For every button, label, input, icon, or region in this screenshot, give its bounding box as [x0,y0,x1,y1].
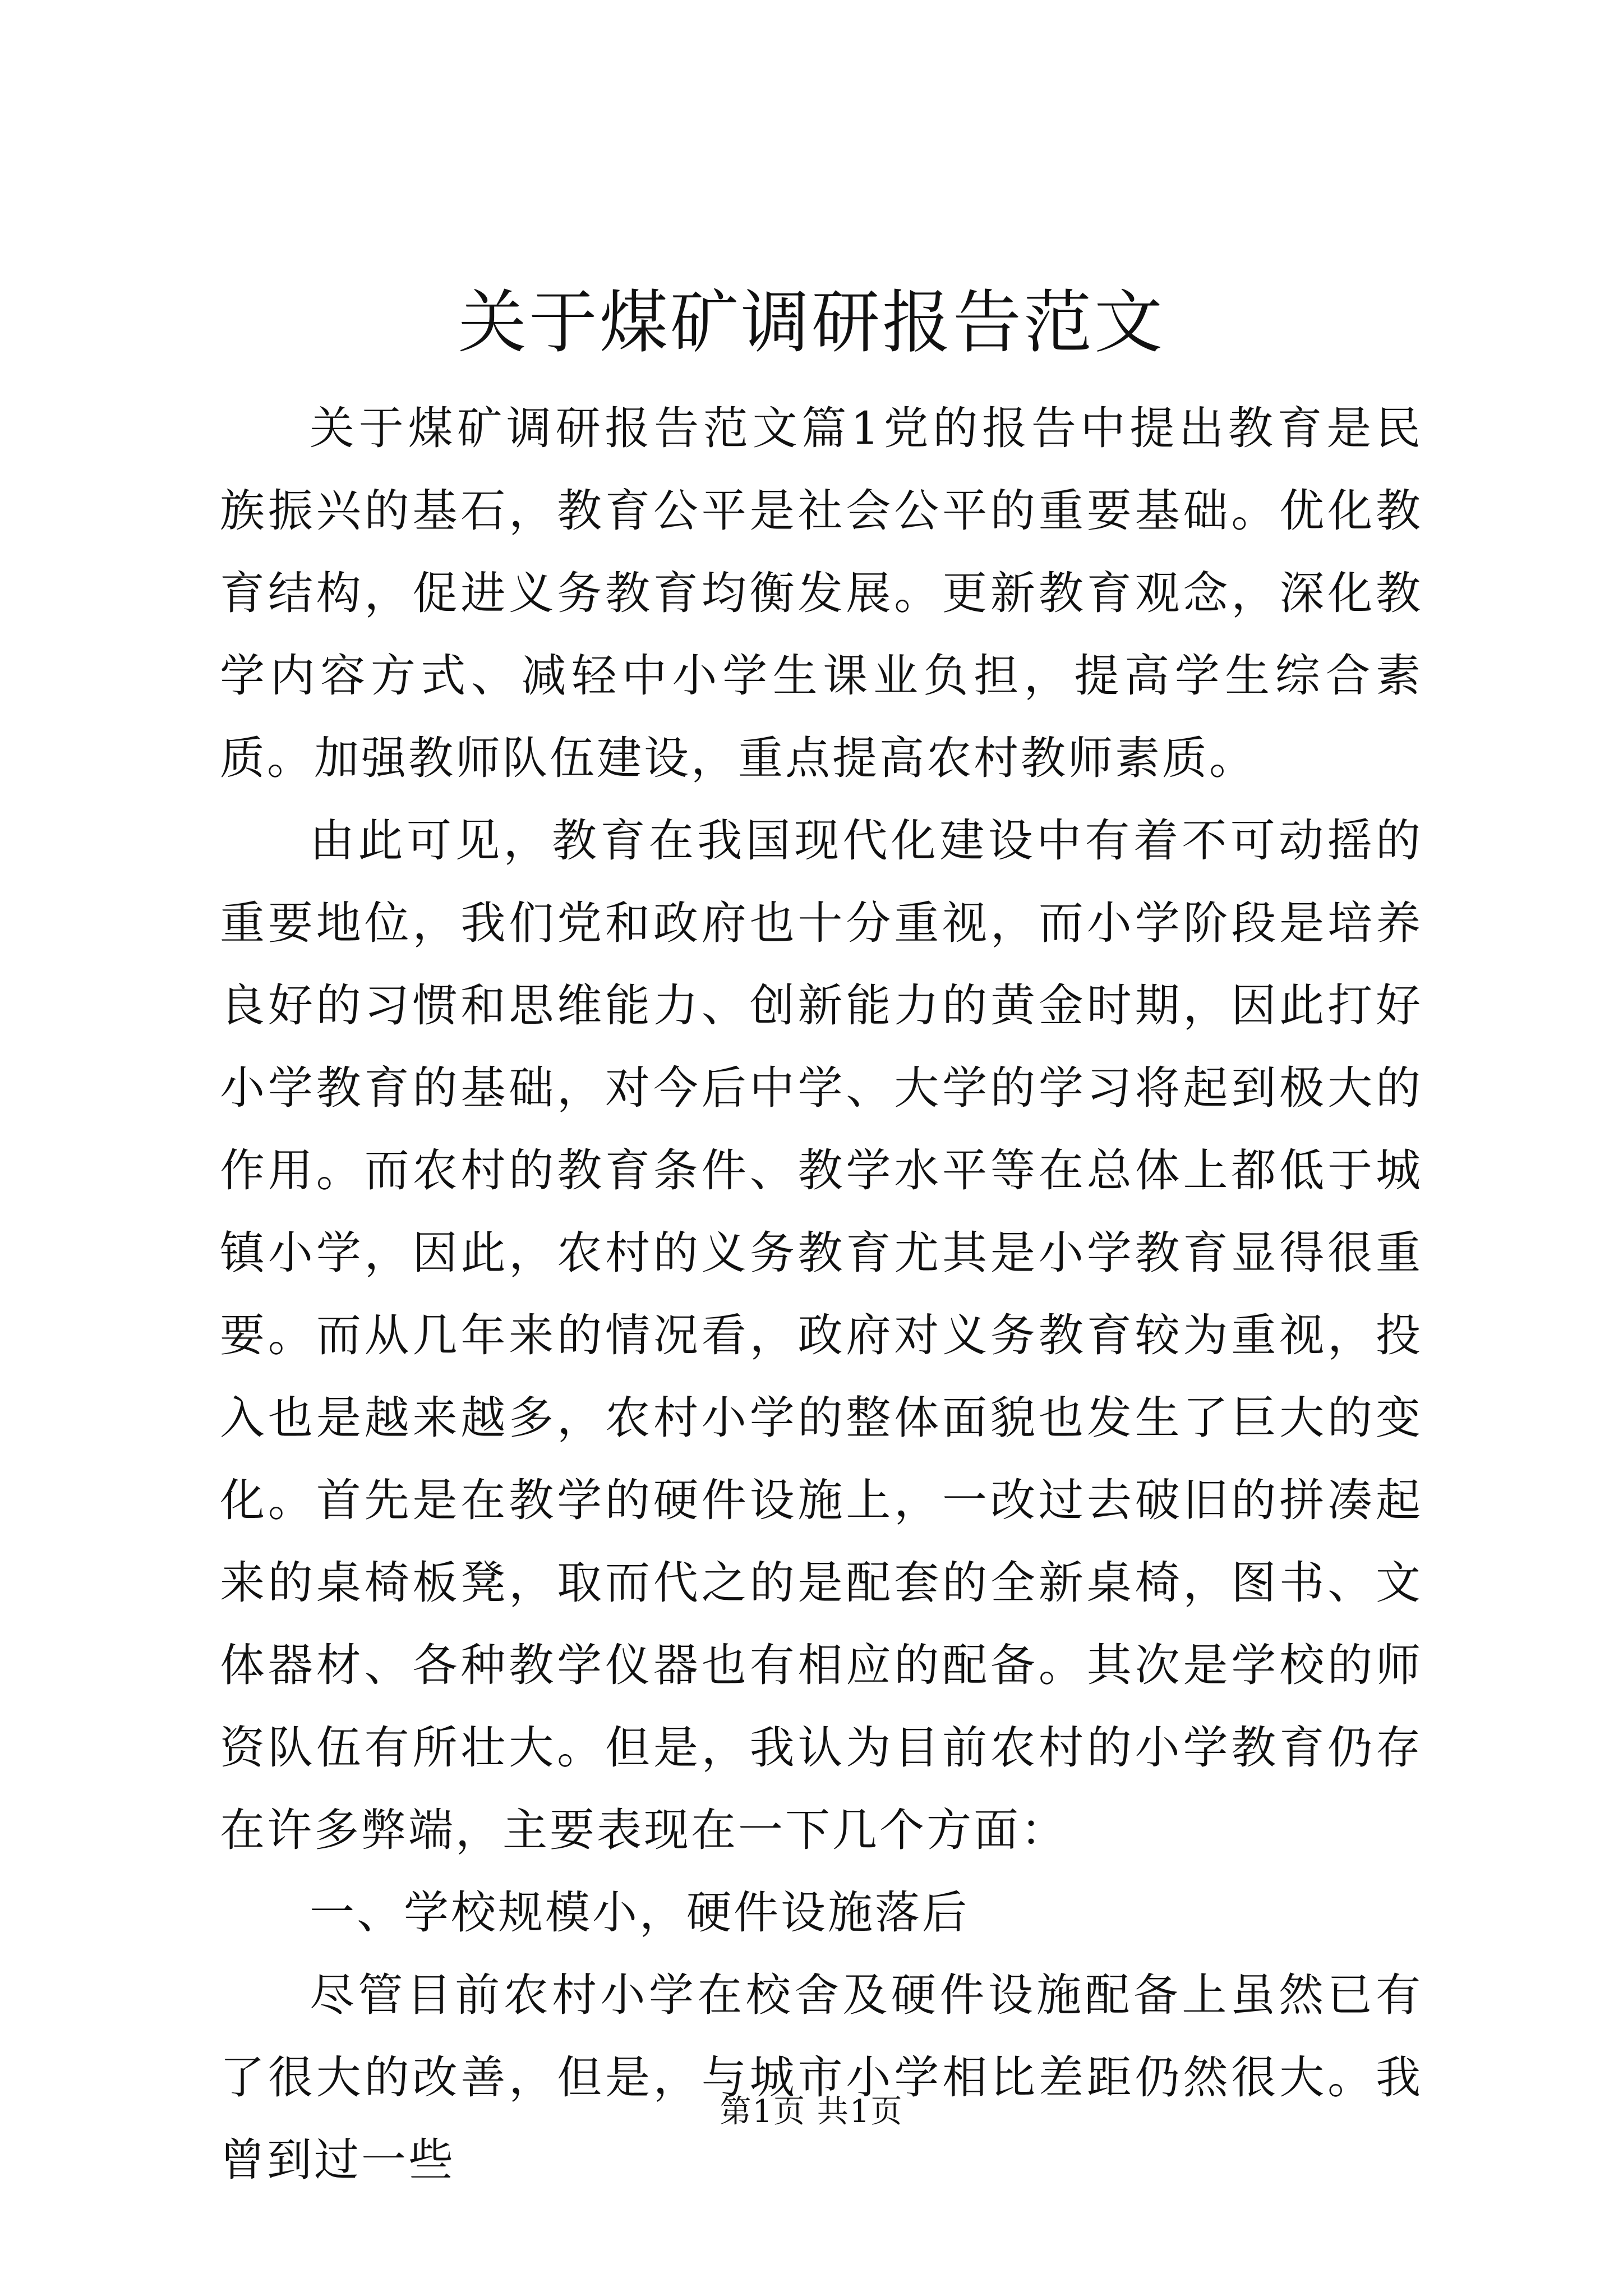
document-body [220,387,1423,2201]
paragraph-section-one: 尽管目前农村小学在校舍及硬件设施配备上虽然已有了很大的改善，但是，与城市小学相比差距仍然很大。我曾到过一些 [220,1969,1423,2186]
section-heading: 一、学校规模小，硬件设施落后 [310,1887,969,1939]
paragraph-analysis: 由此可见，教育在我国现代化建设中有着不可动摇的重要地位，我们党和政府也十分重视，而小学阶段是培养良好的习惯和思维能力、创新能力的黄金时期，因此打好小学教育的基础，对今后中学、大学的学习将起到极大的作用。而农村的教育条件、教学水平等在总体上都低于城镇小学，因此，农村的义务教育尤其是小学教育显得很重要。而从几年来的情况看，政府对义务教育较为重视，投入也是越来越多，农村小学的整体面貌也发生了巨大的变化。首先是在教学的硬件设施上，一改过去破旧的拼凑起来的桌椅板凳，取而代之的是配套的全新桌椅，图书、文体器材、各种教学仪器也有相应的配备。其次是学校的师资队伍有所壮大。但是，我认为目前农村的小学教育仍存在许多弊端，主要表现在一下几个方面： [220,815,1423,1856]
page-footer: 第1页 共1页 [720,2093,903,2130]
paragraph-intro: 关于煤矿调研报告范文篇1党的报告中提出教育是民族振兴的基石，教育公平是社会公平的重要基础。优化教育结构，促进义务教育均衡发展。更新教育观念，深化教学内容方式、减轻中小学生课业负担，提高学生综合素质。加强教师队伍建设，重点提高农村教师素质。 [220,402,1423,784]
document-title: 关于煤矿调研报告范文 [458,283,1165,362]
